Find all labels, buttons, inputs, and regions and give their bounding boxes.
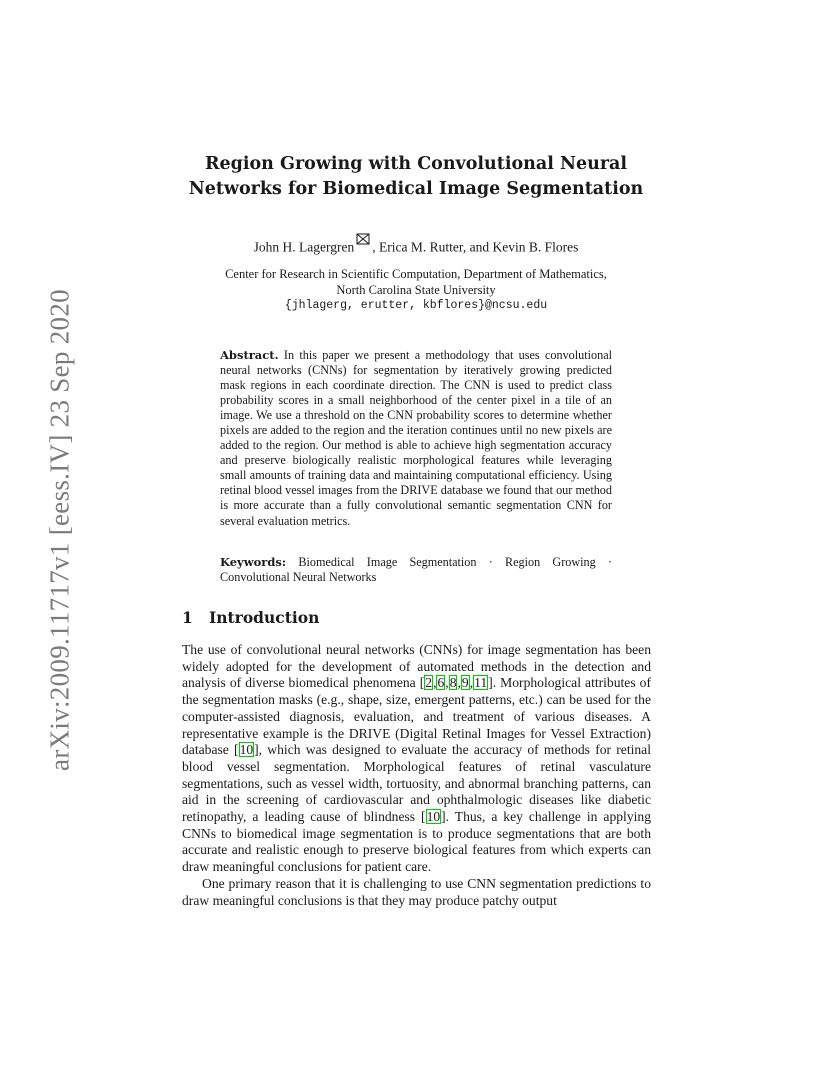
title-line-1: Region Growing with Convolutional Neural [204,154,628,174]
paper-title [150,152,682,202]
affiliation-line-1: Center for Research in Scientific Computation, Department of Mathematics, [225,267,607,281]
citation-link[interactable]: 11 [474,675,488,691]
title-line-2: Networks for Biomedical Image Segmentation [188,179,644,199]
citation-link[interactable]: 6 [437,675,445,691]
paragraph-1-text-a: The use of convolutional neural networks (CNNs) for image segmentation has been widely adopted for the development of automated methods in the detection and analysis of diverse biomedical phenomena [ [182,642,651,691]
arxiv-identifier: arXiv:2009.11717v1 [eess.IV] 23 Sep 2020 [44,289,75,771]
paragraph-1: The use of convolutional neural networks (CNNs) for image segmentation has been widely adopted for the development of automated methods in the detection and analysis of diverse biomedical phenomena [2,6,8,9,11]. Morphological attributes of the segmentation masks (e.g., shape, size, emergent patterns, etc.) can be used for the computer-assisted diagnosis, evaluation, and treatment of various diseases. A representative example is the DRIVE (Digital Retinal Images for Vessel Extraction) database [10], which was designed to evaluate the accuracy of methods for retinal blood vessel segmentation. Morphological features of retinal vasculature segmentations, such as vessel width, tortuosity, and abnormal branching patterns, can aid in the screening of cardiovascular and ophthalmologic diseases like diabetic retinopathy, a leading cause of blindness [10]. Thus, a key challenge in applying CNNs to biomedical image segmentation is to produce segmentations that are both accurate and realistic enough to preserve biological features from which experts can draw meaningful conclusions for patient care. [182,642,652,875]
paragraph-2: One primary reason that it is challenging to use CNN segmentation predictions to draw meaningful conclusions is that they may produce patchy output [182,875,651,908]
paragraph-1-text-d: ]. Thus, a key challenge in applying CNNs to biomedical image segmentation is to produce segmentations that are both accurate and realistic enough to preserve biological features from which experts can draw meaningful conclusions for patient care. [182,809,651,875]
keywords-label: Keywords: [220,555,287,569]
abstract [220,348,612,529]
citation-link[interactable]: 10 [239,742,254,758]
citation-link[interactable]: 2 [425,675,433,691]
paragraph-1-text-c: ], which was designed to evaluate the accuracy of methods for retinal blood vessel segmentation. Morphological features of retinal vasculature segmentations, such as vessel width, tortuosity, and abnormal branching patterns, can aid in the screening of cardiovascular and ophthalmologic diseases like diabetic retinopathy, a leading cause of blindness [ [182,742,651,825]
author-first: John H. Lagergren [253,239,355,255]
section-number: 1 [182,608,193,627]
author-email: {jhlagerg, erutter, kbflores}@ncsu.edu [284,299,548,312]
citation-link[interactable]: 10 [426,809,441,825]
keywords [220,555,612,585]
author-rest: , Erica M. Rutter, and Kevin B. Flores [372,239,579,255]
abstract-text: In this paper we present a methodology that uses convolutional neural networks (CNNs) for segmentation by iteratively growing predicted mask regions in each coordinate direction. The CNN is used to predict class probability scores in a small neighborhood of the center pixel in a tile of an image. We use a threshold on the CNN probability scores to determine whether pixels are added to the region and the iteration continues until no new pixels are added to the region. Our method is able to achieve high segmentation accuracy and preserve biologically realistic morphological features while leveraging small amounts of training data and maintaining computational efficiency. Using retinal blood vessel images from the DRIVE database we found that our method is more accurate than a fully convolutional semantic segmentation CNN for several evaluation metrics. [220,348,613,528]
keywords-text: Biomedical Image Segmentation · Region Growing · Convolutional Neural Networks [220,555,613,584]
introduction-body [182,642,651,909]
author-list [150,232,682,257]
citation-link[interactable]: 9 [461,675,469,691]
abstract-label: Abstract. [220,348,279,362]
section-heading [182,608,319,627]
citation-link[interactable]: 8 [449,675,457,691]
paragraph-1-text-b: ]. Morphological attributes of the segmentation masks (e.g., shape, size, emergent patterns, etc.) can be used for the computer-assisted diagnosis, evaluation, and treatment of various diseases. A representative example is the DRIVE (Digital Retinal Images for Vessel Extraction) database [ [182,675,652,758]
section-title: Introduction [209,608,320,627]
affiliation-line-2: North Carolina State University [336,282,496,297]
envelope-icon [355,232,371,251]
affiliation [150,267,682,314]
